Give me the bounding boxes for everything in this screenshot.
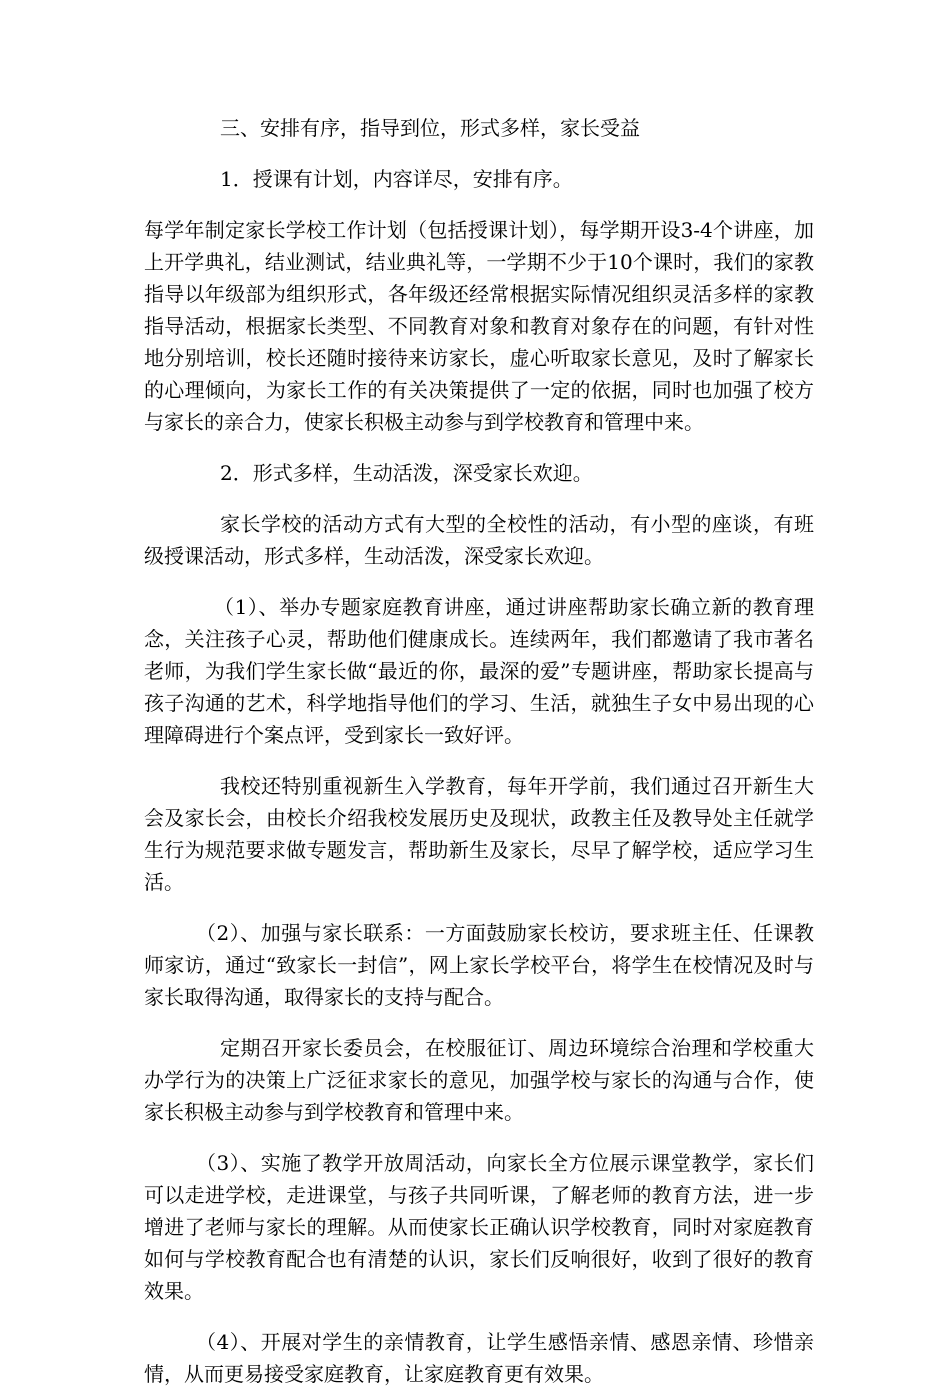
spacer: [144, 1128, 814, 1147]
paragraph-new-students: 我校还特别重视新生入学教育，每年开学前，我们通过召开新生大会及家长会，由校长介绍我校发展历史及现状，政教主任及教导处主任就学生行为规范要求做专题发言，帮助新生及家长，尽早了解学校，适应学习生活。: [144, 774, 814, 894]
paragraph-annual-plan: 每学年制定家长学校工作计划（包括授课计划），每学期开设3-4个讲座，加上开学典礼，结业测试，结业典礼等，一学期不少于10个课时，我们的家教指导以年级部为组织形式，各年级还经常根据实际情况组织灵活多样的家教指导活动，根据家长类型、不同教育对象和教育对象存在的问题，有针对性地分别培训，校长还随时接待来访家长，虚心听取家长意见，及时了解家长的心理倾向，为家长工作的有关决策提供了一定的依据，同时也加强了校方与家长的亲合力，使家长积极主动参与到学校教育和管理中来。: [144, 218, 814, 434]
paragraph-activity-forms: 家长学校的活动方式有大型的全校性的活动，有小型的座谈，有班级授课活动，形式多样，生动活泼，深受家长欢迎。: [144, 512, 814, 568]
paragraph-open-week: （3）、实施了教学开放周活动，向家长全方位展示课堂教学，家长们可以走进学校，走进课堂，与孩子共同听课，了解老师的教育方法，进一步增进了老师与家长的理解。从而使家长正确认识学校教育，同时对家庭教育如何与学校教育配合也有清楚的认识，家长们反响很好，收到了很好的教育效果。: [144, 1151, 814, 1303]
spacer: [144, 1307, 814, 1326]
section-heading: 三、安排有序，指导到位，形式多样，家长受益: [220, 116, 640, 140]
paragraph-parent-contact: （2）、加强与家长联系：一方面鼓励家长校访，要求班主任、任课教师家访，通过“致家长一封信”，网上家长学校平台，将学生在校情况及时与家长取得沟通，取得家长的支持与配合。: [144, 921, 814, 1009]
spacer: [144, 572, 814, 591]
paragraph-parent-committee: 定期召开家长委员会，在校服征订、周边环境综合治理和学校重大办学行为的决策上广泛征求家长的意见，加强学校与家长的沟通与合作，使家长积极主动参与到学校教育和管理中来。: [144, 1036, 814, 1124]
subsection-heading-2: 2．形式多样，生动活泼，深受家长欢迎。: [220, 461, 593, 485]
paragraph-lectures: （1）、举办专题家庭教育讲座，通过讲座帮助家长确立新的教育理念，关注孩子心灵，帮助他们健康成长。连续两年，我们都邀请了我市著名老师，为我们学生家长做“最近的你，最深的爱”专题讲座，帮助家长提高与孩子沟通的艺术，科学地指导他们的学习、生活，就独生子女中易出现的心理障碍进行个案点评，受到家长一致好评。: [144, 595, 814, 747]
spacer: [144, 489, 814, 508]
spacer: [144, 195, 814, 214]
spacer: [144, 438, 814, 457]
spacer: [144, 898, 814, 917]
document-page: [144, 112, 814, 1390]
spacer: [144, 1013, 814, 1032]
subsection-heading-1: 1．授课有计划，内容详尽，安排有序。: [220, 167, 573, 191]
spacer: [144, 751, 814, 770]
spacer: [144, 144, 814, 163]
paragraph-family-education: （4）、开展对学生的亲情教育，让学生感悟亲情、感恩亲情、珍惜亲情，从而更易接受家庭教育，让家庭教育更有效果。: [144, 1330, 814, 1386]
